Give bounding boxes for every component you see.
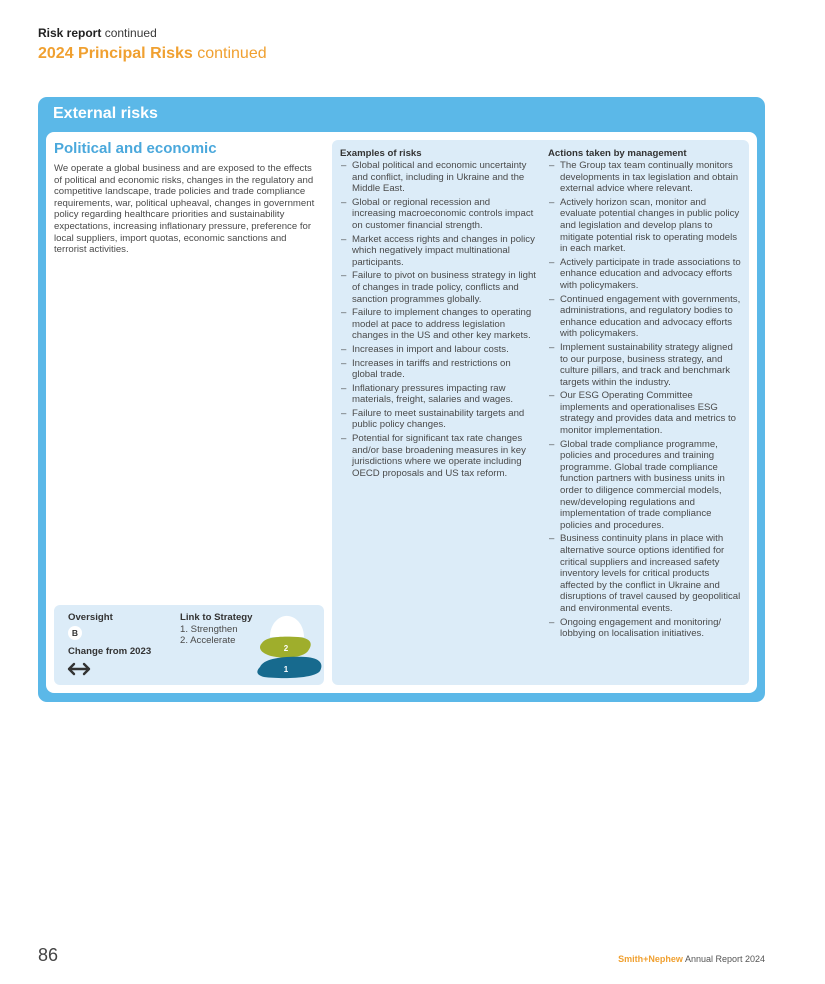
actions-item: – Our ESG Operating Committee implements and operationalises ESG strategy and provides data and metrics to monitor implementation.	[548, 390, 743, 436]
stone-label-2: 2	[283, 644, 289, 653]
oversight-label: Oversight	[68, 612, 113, 623]
risk-details-box	[332, 140, 749, 685]
examples-item: – Potential for significant tax rate changes and/or base broadening measures in key jurisdictions where we operate including OECD proposals and US tax reform.	[340, 433, 536, 479]
examples-item: – Inflationary pressures impacting raw materials, freight, salaries and wages.	[340, 383, 536, 406]
strategy-item-2: 2. Accelerate	[180, 635, 236, 646]
external-risks-panel	[38, 97, 765, 702]
actions-item: – Global trade compliance programme, policies and procedures and training programme. Global trade compliance function partners with business units in order to diligence commercial models, new/developing regulations and implementation of trade compliance policies and procedures.	[548, 439, 743, 532]
page-title-suffix: continued	[197, 45, 267, 62]
actions-item: – The Group tax team continually monitors developments in tax legislation and obtain external advice where relevant.	[548, 160, 743, 195]
change-label: Change from 2023	[68, 646, 152, 657]
examples-column	[340, 148, 536, 481]
examples-list	[340, 160, 536, 479]
examples-item: – Failure to meet sustainability targets and public policy changes.	[340, 408, 536, 431]
risk-title: Political and economic	[54, 140, 217, 157]
footer	[618, 954, 765, 964]
oversight-badge: B	[68, 626, 82, 640]
stone-top	[270, 616, 304, 637]
actions-item: – Ongoing engagement and monitoring/ lobbying on localisation initiatives.	[548, 617, 743, 640]
two-way-arrow-icon	[67, 662, 91, 676]
examples-item: – Failure to pivot on business strategy in light of changes in trade policy, conflicts and sanction programmes globally.	[340, 270, 536, 305]
actions-item: – Business continuity plans in place with alternative source options identified for critical suppliers and increased safety inventory levels for critical products affected by the conflict in Ukraine and disruptions of travel caused by geopolitical and environmental events.	[548, 533, 743, 614]
actions-column	[548, 148, 743, 642]
panel-title: External risks	[53, 105, 158, 122]
page-number: 86	[38, 945, 59, 965]
section-suffix: continued	[104, 26, 157, 40]
section-name: Risk report	[38, 26, 102, 40]
examples-item: – Global political and economic uncertainty and conflict, including in Ukraine and the Middle East.	[340, 160, 536, 195]
risk-meta-box	[54, 605, 324, 685]
stone-label-1: 1	[283, 665, 289, 674]
examples-item: – Market access rights and changes in policy which negatively impact multinational participants.	[340, 234, 536, 269]
actions-item: – Actively participate in trade associations to enhance education and advocacy efforts with policymakers.	[548, 257, 743, 292]
footer-report: Annual Report 2024	[684, 954, 765, 964]
actions-item: – Implement sustainability strategy aligned to our purpose, business strategy, and culture pillars, and track and benchmark targets within the industry.	[548, 342, 743, 388]
page-title	[38, 45, 267, 63]
page-title-main: 2024 Principal Risks	[38, 45, 193, 62]
panel-body	[46, 132, 757, 693]
actions-list	[548, 160, 743, 640]
examples-item: – Increases in import and labour costs.	[340, 344, 536, 356]
footer-brand: Smith+Nephew	[618, 954, 683, 964]
running-header	[38, 26, 157, 40]
stone-bottom	[257, 657, 321, 678]
examples-item: – Failure to implement changes to operating model at pace to address legislation changes in the US and other key markets.	[340, 307, 536, 342]
actions-heading: Actions taken by management	[548, 148, 687, 159]
strategy-stones-icon	[250, 613, 326, 679]
examples-heading: Examples of risks	[340, 148, 422, 159]
examples-item: – Increases in tariffs and restrictions on global trade.	[340, 358, 536, 381]
actions-item: – Actively horizon scan, monitor and evaluate potential changes in public policy and legislation and develop plans to mitigate potential risk to operating models in each market.	[548, 197, 743, 255]
actions-item: – Continued engagement with governments, administrations, and regulatory bodies to enhance education and advocacy efforts with policymakers.	[548, 294, 743, 340]
strategy-item-1: 1. Strengthen	[180, 624, 238, 635]
examples-item: – Global or regional recession and increasing macroeconomic controls impact on customer financial strength.	[340, 197, 536, 232]
strategy-label: Link to Strategy	[180, 612, 253, 623]
risk-description: We operate a global business and are exposed to the effects of political and economic risks, changes in the regulatory and competitive landscape, trade policies and trade compliance requirements, war, political upheaval, changes in government policy regarding healthcare priorities and sustainability expectations, increasing inflationary pressure, preference for local suppliers, import quotas, economic sanctions and terrorist activities.	[54, 163, 315, 256]
